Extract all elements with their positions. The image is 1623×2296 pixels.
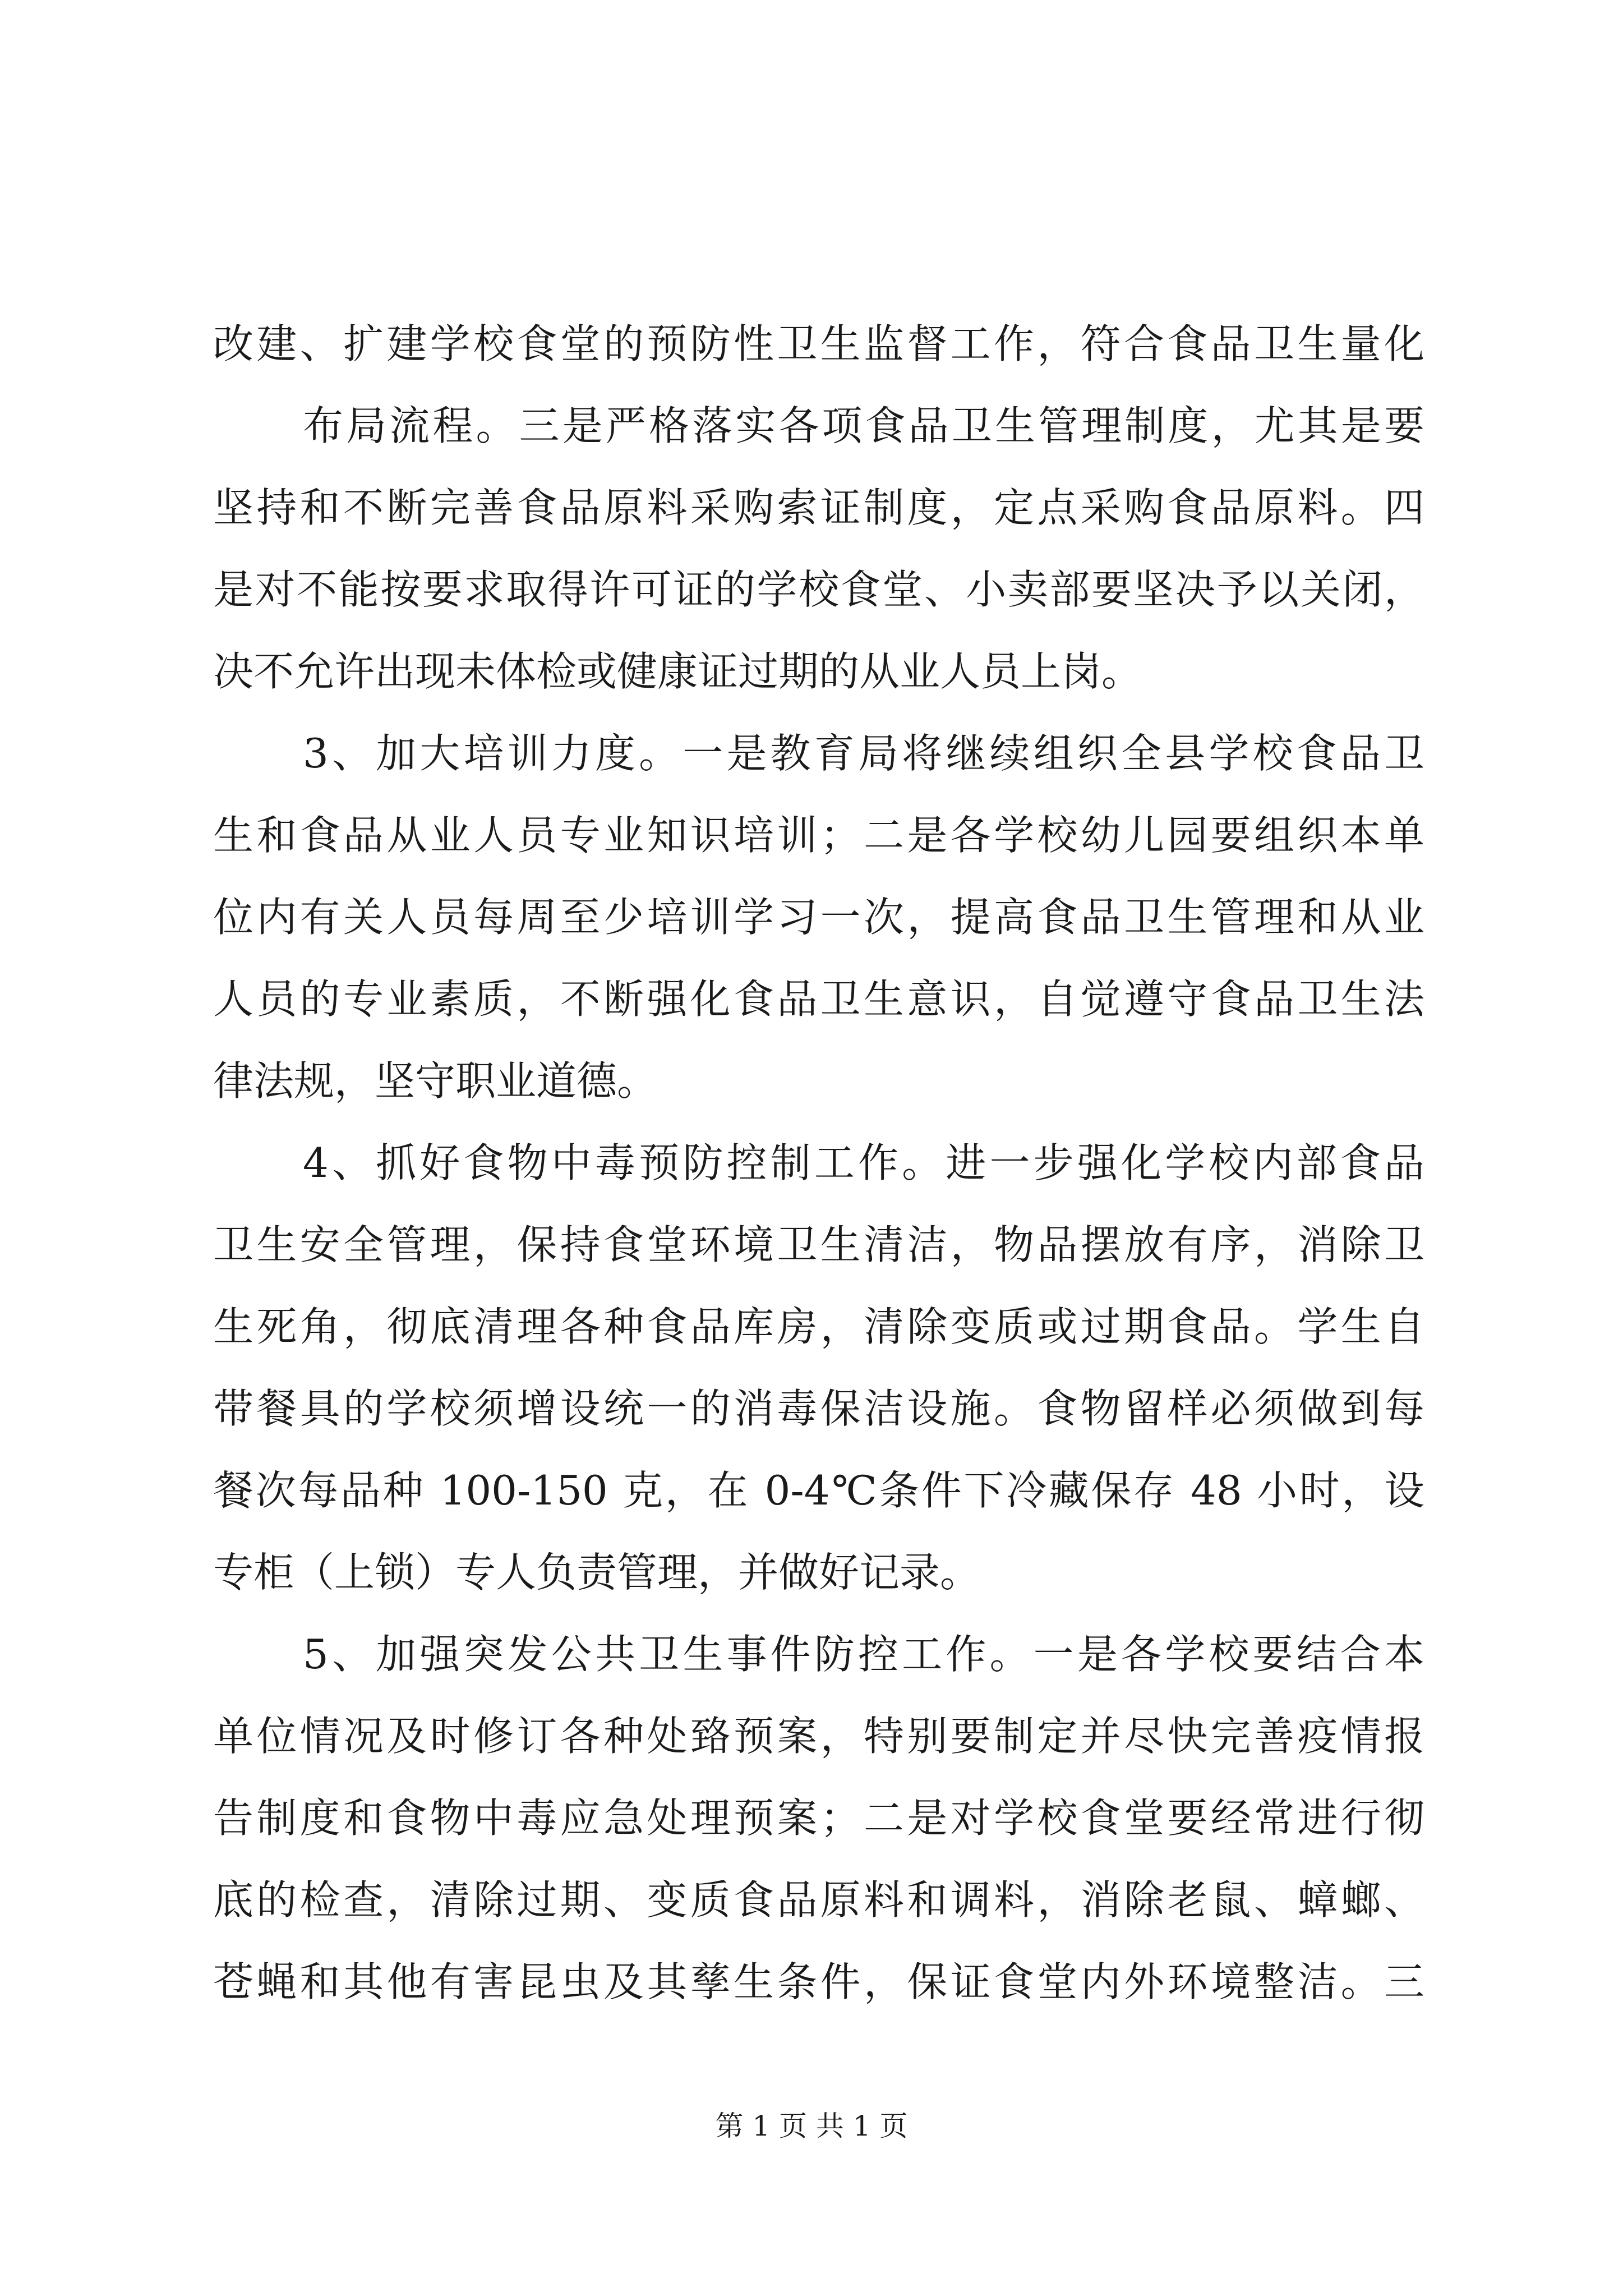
text-line: 生死角，彻底清理各种食品库房，清除变质或过期食品。学生自 [213,1303,1424,1350]
body-text [213,303,1424,2023]
text-line: 改建、扩建学校食堂的预防性卫生监督工作，符合食品卫生量化 [213,320,1424,367]
text-line: 卫生安全管理，保持食堂环境卫生清洁，物品摆放有序，消除卫 [213,1221,1424,1268]
text-line: 坚持和不断完善食品原料采购索证制度，定点采购食品原料。四 [213,484,1424,531]
text-line: 位内有关人员每周至少培训学习一次，提高食品卫生管理和从业 [213,894,1424,941]
text-line: 决不允许出现未体检或健康证过期的从业人员上岗。 [213,648,1142,695]
text-line: 5、加强突发公共卫生事件防控工作。一是各学校要结合本 [303,1631,1424,1678]
text-line: 底的检查，清除过期、变质食品原料和调料，消除老鼠、蟑螂、 [213,1876,1424,1924]
text-line: 单位情况及时修订各种处臵预案，特别要制定并尽快完善疫情报 [213,1713,1424,1760]
text-line: 专柜（上锁）专人负责管理，并做好记录。 [213,1549,981,1596]
text-line: 告制度和食物中毒应急处理预案；二是对学校食堂要经常进行彻 [213,1795,1424,1842]
page-footer: 第 1 页 共 1 页 [715,2110,908,2142]
text-line: 苍蝇和其他有害昆虫及其孳生条件，保证食堂内外环境整洁。三 [213,1958,1424,2005]
text-line: 3、加大培训力度。一是教育局将继续组织全县学校食品卫 [303,730,1424,777]
text-line: 布局流程。三是严格落实各项食品卫生管理制度，尤其是要 [303,402,1424,449]
text-line: 带餐具的学校须增设统一的消毒保洁设施。食物留样必须做到每 [213,1385,1424,1432]
text-line: 生和食品从业人员专业知识培训；二是各学校幼儿园要组织本单 [213,812,1424,859]
text-line: 是对不能按要求取得许可证的学校食堂、小卖部要坚决予以关闭， [213,566,1424,613]
text-line: 4、抓好食物中毒预防控制工作。进一步强化学校内部食品 [303,1139,1424,1186]
text-line: 律法规，坚守职业道德。 [213,1057,658,1105]
text-line: 人员的专业素质，不断强化食品卫生意识，自觉遵守食品卫生法 [213,976,1424,1023]
text-line: 餐次每品种 100-150 克，在 0-4℃条件下冷藏保存 48 小时，设 [213,1467,1424,1514]
